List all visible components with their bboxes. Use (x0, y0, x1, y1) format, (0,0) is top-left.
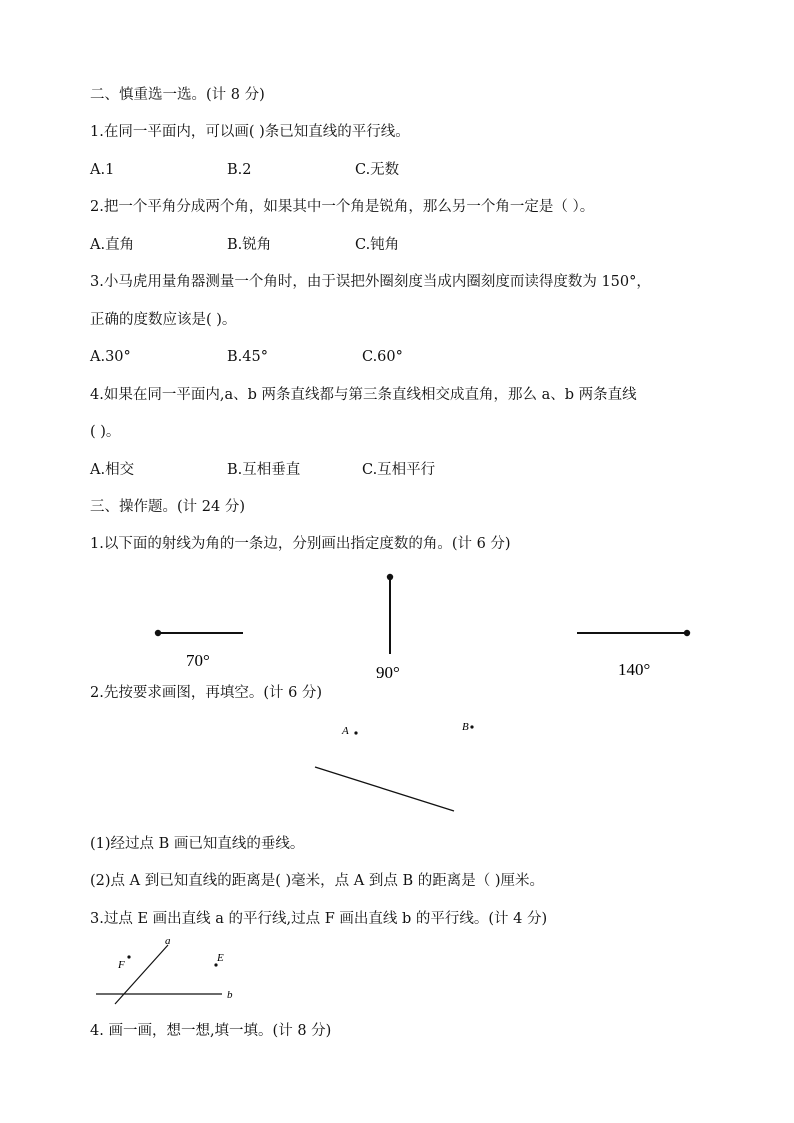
point-a (354, 731, 357, 734)
option-2-2-a: A.直角 (90, 237, 135, 253)
option-2-3-a: A.30° (90, 349, 131, 365)
point-e (214, 963, 217, 966)
option-2-2-c: C.钝角 (355, 237, 400, 253)
option-2-4-c: C.互相平行 (362, 462, 436, 478)
question-3-2: 2.先按要求画图，再填空。(计 6 分) (90, 685, 323, 701)
point-f (127, 955, 130, 958)
point-f-label: F (118, 959, 125, 971)
line-a-label: a (165, 935, 171, 947)
question-2-2: 2.把一个平角分成两个角，如果其中一个角是锐角，那么另一个角一定是（ ）。 (90, 199, 595, 215)
angle-label-140: 140° (618, 660, 651, 679)
section2-heading: 二、慎重选一选。(计 8 分) (90, 87, 265, 103)
point-a-label: A (342, 725, 349, 737)
angle-label-70: 70° (186, 651, 210, 670)
option-2-1-b: B.2 (227, 162, 252, 178)
given-line (315, 767, 454, 811)
option-2-1-a: A.1 (90, 162, 115, 178)
question-2-4-line2: ( )。 (90, 424, 121, 440)
question-3-4: 4. 画一画，想一想,填一填。(计 8 分) (90, 1023, 332, 1039)
line-a (115, 945, 168, 1004)
option-2-3-b: B.45° (227, 349, 268, 365)
ray-90 (387, 574, 393, 654)
option-2-4-a: A.相交 (90, 462, 135, 478)
question-3-1: 1.以下面的射线为角的一条边，分别画出指定度数的角。(计 6 分) (90, 536, 511, 552)
line-b-label: b (227, 989, 233, 1001)
point-b-label: B (462, 721, 469, 733)
question-2-1: 1.在同一平面内，可以画( )条已知直线的平行线。 (90, 124, 410, 140)
question-2-4-line1: 4.如果在同一平面内,a、b 两条直线都与第三条直线相交成直角，那么 a、b 两条直线 (90, 387, 637, 403)
ray-70 (155, 630, 243, 636)
point-b (470, 725, 473, 728)
question-2-3-line2: 正确的度数应该是( )。 (90, 312, 237, 328)
ray-140 (577, 630, 690, 636)
section3-heading: 三、操作题。(计 24 分) (90, 499, 245, 515)
angle-label-90: 90° (376, 663, 400, 682)
option-2-3-c: C.60° (362, 349, 403, 365)
option-2-1-c: C.无数 (355, 162, 400, 178)
question-3-3: 3.过点 E 画出直线 a 的平行线,过点 F 画出直线 b 的平行线。(计 4 分) (90, 911, 548, 927)
question-3-2-sub1: (1)经过点 B 画已知直线的垂线。 (90, 836, 305, 852)
point-e-label: E (217, 952, 224, 964)
question-3-2-sub2: (2)点 A 到已知直线的距离是( )毫米，点 A 到点 B 的距离是（ )厘米。 (90, 873, 544, 889)
question-2-3-line1: 3.小马虎用量角器测量一个角时，由于误把外圈刻度当成内圈刻度而读得度数为 150°， (90, 274, 651, 290)
option-2-2-b: B.锐角 (227, 237, 272, 253)
option-2-4-b: B.互相垂直 (227, 462, 301, 478)
